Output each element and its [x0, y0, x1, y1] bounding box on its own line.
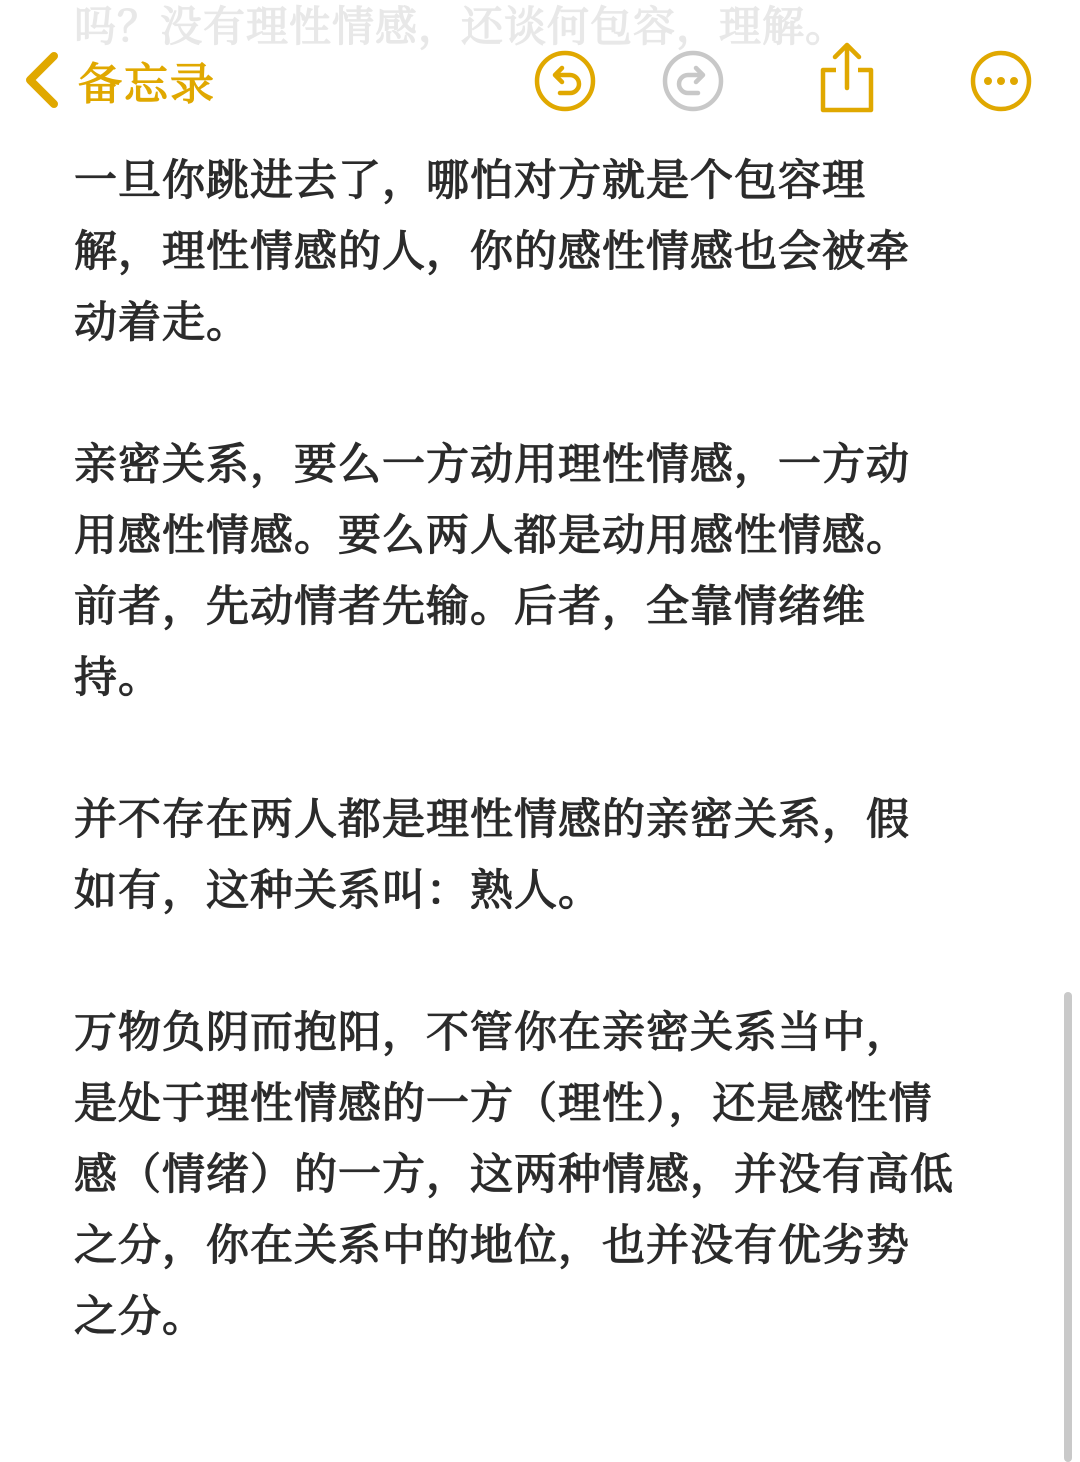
paragraph — [74, 430, 1024, 714]
paragraph — [74, 785, 1024, 927]
text-line: 感（情绪）的一方，这两种情感，并没有高低 — [74, 1150, 954, 1200]
text-line: 动着走。 — [74, 298, 250, 348]
note-body[interactable] — [74, 146, 1024, 1424]
chevron-left-icon — [22, 50, 62, 110]
paragraph — [74, 998, 1024, 1353]
text-line: 持。 — [74, 653, 162, 703]
text-line: 之分。 — [74, 1292, 206, 1342]
undo-button[interactable] — [532, 48, 598, 114]
text-line: 如有，这种关系叫：熟人。 — [74, 866, 602, 916]
redo-icon — [660, 48, 726, 114]
text-line: 亲密关系，要么一方动用理性情感，一方动 — [74, 440, 910, 490]
paragraph — [74, 146, 1024, 359]
redo-button[interactable] — [660, 48, 726, 114]
back-button[interactable] — [22, 48, 216, 112]
text-line: 一旦你跳进去了，哪怕对方就是个包容理 — [74, 156, 866, 206]
text-line: 万物负阴而抱阳，不管你在亲密关系当中， — [74, 1008, 910, 1058]
text-line: 用感性情感。要么两人都是动用感性情感。 — [74, 511, 910, 561]
scrollbar[interactable] — [1064, 992, 1072, 1462]
share-icon — [814, 40, 880, 116]
text-line: 并不存在两人都是理性情感的亲密关系，假 — [74, 795, 910, 845]
more-button[interactable] — [968, 48, 1034, 114]
back-label: 备忘录 — [78, 59, 216, 110]
share-button[interactable] — [814, 40, 880, 116]
undo-icon — [532, 48, 598, 114]
text-line: 前者，先动情者先输。后者，全靠情绪维 — [74, 582, 866, 632]
text-line: 之分，你在关系中的地位，也并没有优劣势 — [74, 1221, 910, 1271]
text-line: 解，理性情感的人，你的感性情感也会被牵 — [74, 227, 910, 277]
more-icon — [968, 48, 1034, 114]
toolbar — [0, 30, 1080, 140]
text-line: 是处于理性情感的一方（理性），还是感性情 — [74, 1079, 933, 1129]
scrolled-text-fragment: 吗？没有理性情感，还谈何包容，理解。 — [74, 2, 849, 51]
